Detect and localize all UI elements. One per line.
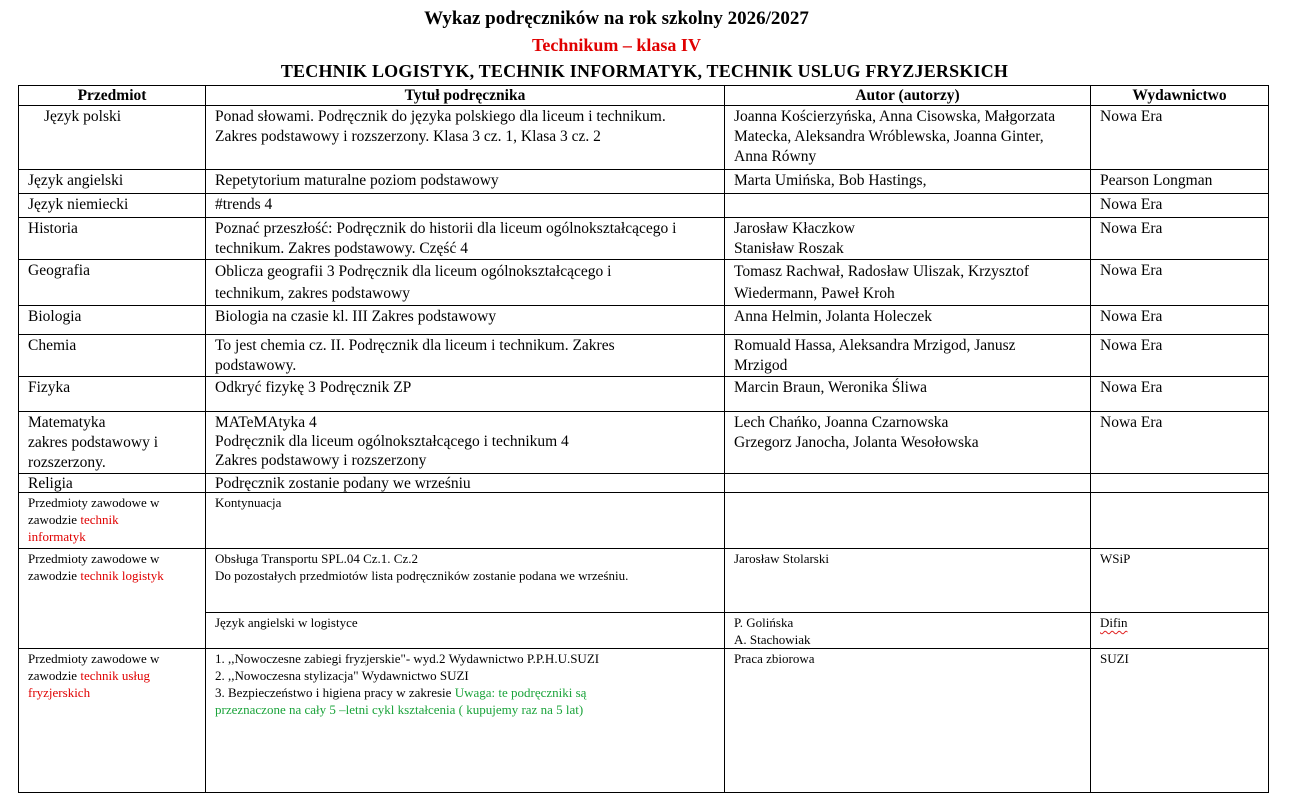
title-cell: Repetytorium maturalne poziom podstawowy: [206, 170, 725, 194]
table-row: [19, 106, 1269, 170]
table-row: [19, 306, 1269, 335]
publisher-cell: Nowa Era: [1091, 106, 1269, 170]
title-cell: Ponad słowami. Podręcznik do języka polskiego dla liceum i technikum. Zakres podstawowy i rozszerzony. Klasa 3 cz. 1, Klasa 3 cz. 2: [206, 106, 725, 170]
author-cell: Marta Umińska, Bob Hastings,: [725, 170, 1091, 194]
author-cell: Romuald Hassa, Aleksandra Mrzigod, Janusz Mrzigod: [725, 335, 1091, 377]
subject-cell: Geografia: [19, 260, 206, 306]
author-cell: [725, 194, 1091, 218]
table-row: [19, 260, 1269, 306]
author-cell: Jarosław Kłaczkow Stanisław Roszak: [725, 218, 1091, 260]
author-cell: Marcin Braun, Weronika Śliwa: [725, 377, 1091, 412]
title-cell: Obsługa Transportu SPL.04 Cz.1. Cz.2 Do pozostałych przedmiotów lista podręczników zostanie podana we wrześniu.: [206, 549, 725, 613]
publisher-cell: Nowa Era: [1091, 335, 1269, 377]
author-cell: P. Golińska A. Stachowiak: [725, 613, 1091, 649]
table-row: [19, 194, 1269, 218]
publisher-cell: Pearson Longman: [1091, 170, 1269, 194]
table-row: [19, 549, 1269, 613]
publisher-cell: Nowa Era: [1091, 194, 1269, 218]
title-cell: Odkryć fizykę 3 Podręcznik ZP: [206, 377, 725, 412]
author-cell: Tomasz Rachwał, Radosław Uliszak, Krzysztof Wiedermann, Paweł Kroh: [725, 260, 1091, 306]
publisher-cell: [1091, 493, 1269, 549]
column-header-subject: Przedmiot: [19, 86, 206, 106]
publisher-cell: Nowa Era: [1091, 377, 1269, 412]
publisher-cell: Nowa Era: [1091, 412, 1269, 474]
subject-cell: Biologia: [19, 306, 206, 335]
table-row: [19, 412, 1269, 474]
table-row: [19, 218, 1269, 260]
author-cell: Lech Chańko, Joanna Czarnowska Grzegorz Janocha, Jolanta Wesołowska: [725, 412, 1091, 474]
subject-cell: Przedmioty zawodowe w zawodzie technik logistyk: [19, 549, 206, 649]
column-header-author: Autor (autorzy): [725, 86, 1091, 106]
publisher-cell: [1091, 474, 1269, 493]
publisher-cell: SUZI: [1091, 649, 1269, 793]
title-cell: Język angielski w logistyce: [206, 613, 725, 649]
table-row: [19, 377, 1269, 412]
author-cell: Praca zbiorowa: [725, 649, 1091, 793]
title-cell: Poznać przeszłość: Podręcznik do historii dla liceum ogólnokształcącego i technikum. Zakres podstawowy. Część 4: [206, 218, 725, 260]
title-cell: To jest chemia cz. II. Podręcznik dla liceum i technikum. Zakres podstawowy.: [206, 335, 725, 377]
table-row: [19, 493, 1269, 549]
publisher-cell: WSiP: [1091, 549, 1269, 613]
subject-cell: Przedmioty zawodowe w zawodzie technik informatyk: [19, 493, 206, 549]
subject-cell: Fizyka: [19, 377, 206, 412]
specialties-heading: TECHNIK LOGISTYK, TECHNIK INFORMATYK, TECHNIK USLUG FRYZJERSKICH: [280, 61, 1009, 81]
textbook-table: [18, 85, 1269, 793]
title-cell: Oblicza geografii 3 Podręcznik dla liceum ogólnokształcącego i technikum, zakres podstawowy: [206, 260, 725, 306]
document-subtitle: Technikum – klasa IV: [532, 35, 701, 55]
table-row: [19, 613, 1269, 649]
author-cell: [725, 474, 1091, 493]
column-header-title: Tytuł podręcznika: [206, 86, 725, 106]
title-cell: Biologia na czasie kl. III Zakres podstawowy: [206, 306, 725, 335]
publisher-cell: Difin: [1091, 613, 1269, 649]
table-row: [19, 335, 1269, 377]
title-cell: Kontynuacja: [206, 493, 725, 549]
table-row: [19, 474, 1269, 493]
subject-cell: Historia: [19, 218, 206, 260]
author-cell: Joanna Kościerzyńska, Anna Cisowska, Małgorzata Matecka, Aleksandra Wróblewska, Joanna Ginter, Anna Równy: [725, 106, 1091, 170]
table-header-row: [19, 86, 1269, 106]
subject-cell: Chemia: [19, 335, 206, 377]
column-header-publisher: Wydawnictwo: [1091, 86, 1269, 106]
subject-cell: Przedmioty zawodowe w zawodzie technik usług fryzjerskich: [19, 649, 206, 793]
table-row: [19, 170, 1269, 194]
author-cell: Anna Helmin, Jolanta Holeczek: [725, 306, 1091, 335]
table-row: [19, 649, 1269, 793]
author-cell: [725, 493, 1091, 549]
title-cell: #trends 4: [206, 194, 725, 218]
subject-cell: Język polski: [19, 106, 206, 170]
author-cell: Jarosław Stolarski: [725, 549, 1091, 613]
document-title: Wykaz podręczników na rok szkolny 2026/2027: [424, 8, 809, 29]
publisher-cell: Nowa Era: [1091, 218, 1269, 260]
subject-cell: Matematyka zakres podstawowy i rozszerzony.: [19, 412, 206, 474]
publisher-cell: Nowa Era: [1091, 306, 1269, 335]
subject-cell: Religia: [19, 474, 206, 493]
title-cell: MATeMAtyka 4 Podręcznik dla liceum ogólnokształcącego i technikum 4 Zakres podstawowy i rozszerzony: [206, 412, 725, 474]
title-cell: Podręcznik zostanie podany we wrześniu: [206, 474, 725, 493]
publisher-cell: Nowa Era: [1091, 260, 1269, 306]
title-cell: 1. ,,Nowoczesne zabiegi fryzjerskie"- wyd.2 Wydawnictwo P.P.H.U.SUZI 2. ,,Nowoczesna stylizacja" Wydawnictwo SUZI 3. Bezpieczeństwo i higiena pracy w zakresie Uwaga: te podręczniki są przeznaczone na cały 5 –letni cykl kształcenia ( kupujemy raz na 5 lat): [206, 649, 725, 793]
subject-cell: Język angielski: [19, 170, 206, 194]
subject-cell: Język niemiecki: [19, 194, 206, 218]
